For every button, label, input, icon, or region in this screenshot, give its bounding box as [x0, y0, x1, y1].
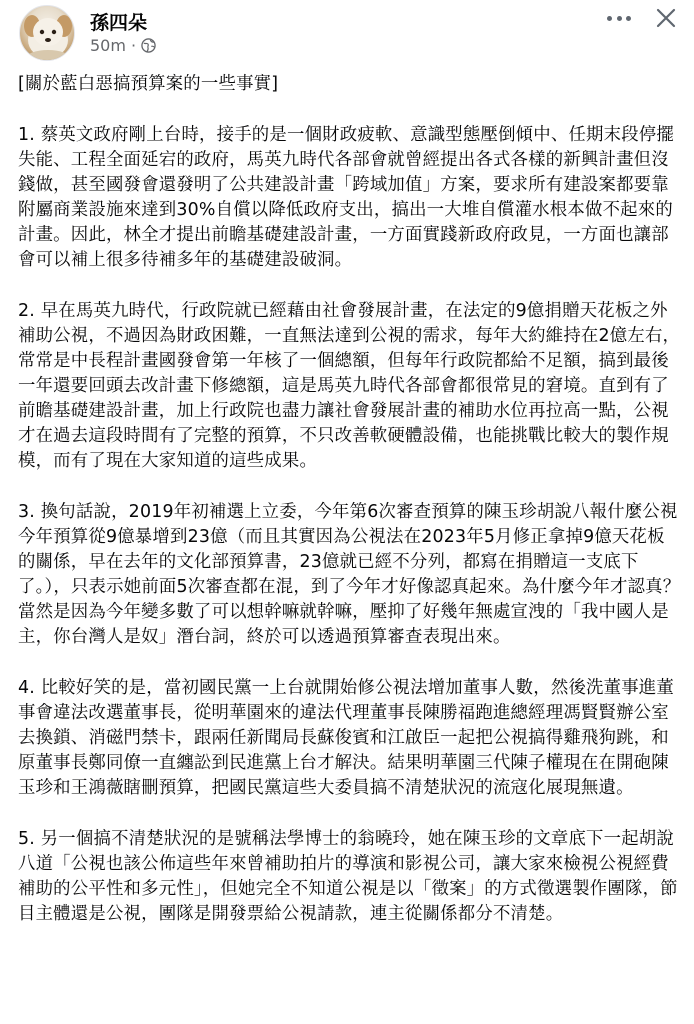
globe-icon[interactable] [141, 38, 156, 53]
close-icon[interactable] [655, 7, 677, 29]
post-title: [關於藍白惡搞預算案的一些事實] [18, 74, 279, 94]
meta-separator: · [130, 36, 137, 55]
paragraph-1: 1. 蔡英文政府剛上台時，接手的是一個財政疲軟、意識型態壓倒傾中、任期末段停擺失能、工程全面延宕的政府，馬英九時代各部會就曾經提出各式各樣的新興計畫但沒錢做，甚至國發會還發明了公共建設計畫「跨域加值」方案，要求所有建設案都要靠附屬商業設施來達到30%自償以降低政府支出，搞出一大堆自償灌水根本做不起來的計畫。因此，林全才提出前瞻基礎建設計畫，一方面實踐新政府政見，一方面也讓部會可以補上很多待補多年的基礎建設破洞。 [18, 125, 674, 270]
more-dot [617, 16, 622, 21]
post-meta [90, 36, 156, 55]
author-avatar[interactable] [19, 5, 75, 61]
post-body [18, 72, 682, 953]
more-dot [626, 16, 631, 21]
paragraph-3: 3. 換句話說，2019年初補選上立委，今年第6次審查預算的陳玉珍胡說八報什麼公視今年預算從9億暴增到23億（而且其實因為公視法在2023年5月修正拿掉9億天花板的關係，早在去年的文化部預算書，23億就已經不分列，都寫在捐贈這一支底下了。），只表示她前面5次審查都在混，到了今年才好像認真起來。為什麼今年才認真？當然是因為今年變多數了可以想幹嘛就幹嘛，壓抑了好幾年無處宣洩的「我中國人是主，你台灣人是奴」潛台詞，終於可以透過預算審查表現出來。 [18, 502, 681, 647]
paragraph-2: 2. 早在馬英九時代，行政院就已經藉由社會發展計畫，在法定的9億捐贈天花板之外補助公視，不過因為財政困難，一直無法達到公視的需求，每年大約維持在2億左右，常常是中長程計畫國發會第一年核了一個總額，但每年行政院都給不足額，搞到最後一年還要回頭去改計畫下修總額，這是馬英九時代各部會都很常見的窘境。直到有了前瞻基礎建設計畫，加上行政院也盡力讓社會發展計畫的補助水位再拉高一點，公視才在過去這段時間有了完整的預算，不只改善軟硬體設備，也能挑戰比較大的製作規模，而有了現在大家知道的這些成果。 [18, 301, 681, 471]
author-name[interactable]: 孫四朵 [90, 12, 148, 34]
paragraph-4: 4. 比較好笑的是，當初國民黨一上台就開始修公視法增加董事人數，然後洗董事進董事會違法改選董事長，從明華園來的違法代理董事長陳勝福跑進總經理馮賢賢辦公室去換鎖、消磁門禁卡，跟兩任新聞局長蘇俊賓和江啟臣一起把公視搞得雞飛狗跳，和原董事長鄭同僚一直纏訟到民進黨上台才解決。結果明華園三代陳子權現在在開砲陳玉珍和王鴻薇瞎刪預算，把國民黨這些大委員搞不清楚狀況的流寇化展現無遺。 [18, 678, 674, 798]
more-options-icon[interactable] [607, 10, 631, 26]
paragraph-5: 5. 另一個搞不清楚狀況的是號稱法學博士的翁曉玲，她在陳玉珍的文章底下一起胡說八道「公視也該公佈這些年來曾補助拍片的導演和影視公司，讓大家來檢視公視經費補助的公平性和多元性」，但她完全不知道公視是以「徵案」的方式徵選製作團隊，節目主體還是公視，團隊是開發票給公視請款，連主從關係都分不清楚。 [18, 829, 678, 924]
post-time[interactable]: 50m [90, 36, 126, 55]
more-dot [607, 16, 612, 21]
post-header [0, 0, 694, 70]
